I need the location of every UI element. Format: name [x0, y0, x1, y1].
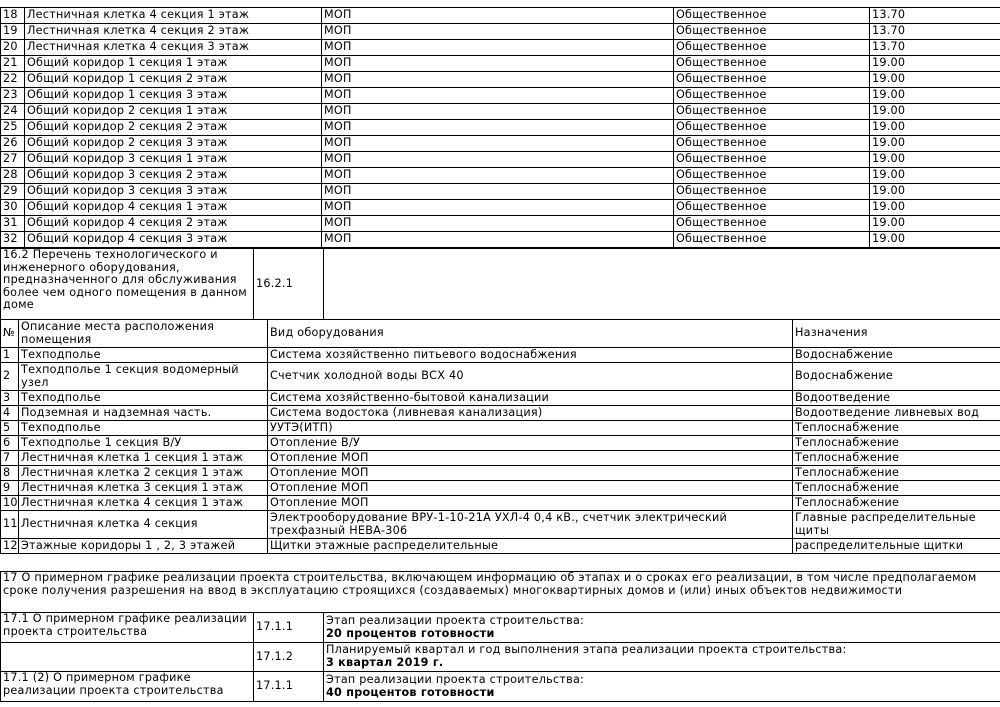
- section-17: [0, 571, 1000, 613]
- equipment-header-purpose: Назначения: [793, 320, 1000, 348]
- room-row: [1, 136, 1000, 152]
- room-num: 30: [1, 200, 25, 216]
- equipment-row: [1, 539, 1000, 554]
- equipment-num: 11: [1, 511, 19, 539]
- schedule-a-stage-value: 20 процентов готовности: [326, 626, 495, 640]
- room-name: Общий коридор 1 секция 3 этаж: [25, 88, 322, 104]
- room-name: Общий коридор 4 секция 1 этаж: [25, 200, 322, 216]
- equipment-kind: Отопление В/У: [268, 436, 793, 451]
- room-use: Общественное: [674, 200, 870, 216]
- room-row: [1, 72, 1000, 88]
- equipment-kind: Счетчик холодной воды ВСХ 40: [268, 363, 793, 391]
- room-name: Общий коридор 2 секция 1 этаж: [25, 104, 322, 120]
- room-use: Общественное: [674, 88, 870, 104]
- schedule-b-stage-text: Этап реализации проекта строительства:: [326, 672, 585, 686]
- room-row: [1, 88, 1000, 104]
- room-row: [1, 184, 1000, 200]
- room-type: МОП: [322, 24, 674, 40]
- section-16-2-code: 16.2.1: [254, 249, 324, 320]
- room-area: 19.00: [870, 104, 1000, 120]
- room-type: МОП: [322, 120, 674, 136]
- room-row: [1, 120, 1000, 136]
- schedule-a-code2: 17.1.2: [254, 643, 324, 672]
- room-area: 13.70: [870, 40, 1000, 56]
- schedule-a-stage: [324, 613, 1000, 643]
- equipment-place: Подземная и надземная часть.: [19, 406, 268, 421]
- room-row: [1, 200, 1000, 216]
- rooms-table: [0, 7, 1000, 248]
- room-num: 32: [1, 232, 25, 248]
- room-row: [1, 232, 1000, 248]
- equipment-place: Техподполье: [19, 421, 268, 436]
- equipment-num: 9: [1, 481, 19, 496]
- room-area: 19.00: [870, 152, 1000, 168]
- equipment-kind: Отопление МОП: [268, 466, 793, 481]
- room-type: МОП: [322, 168, 674, 184]
- room-num: 19: [1, 24, 25, 40]
- schedule-table: [0, 612, 1000, 702]
- room-row: [1, 24, 1000, 40]
- schedule-a-blank: [1, 643, 254, 672]
- equipment-kind: Система водостока (ливневая канализация): [268, 406, 793, 421]
- equipment-place: Этажные коридоры 1 , 2, 3 этажей: [19, 539, 268, 554]
- equipment-purpose: Водоснабжение: [793, 363, 1000, 391]
- equipment-place: Лестничная клетка 3 секция 1 этаж: [19, 481, 268, 496]
- section-16-2-label: 16.2 Перечень технологического и инженерного оборудования, предназначенного для обслуживания более чем одного помещения в данном доме: [1, 249, 254, 320]
- equipment-num: 2: [1, 363, 19, 391]
- room-name: Общий коридор 3 секция 1 этаж: [25, 152, 322, 168]
- equipment-kind: Система хозяйственно-бытовой канализации: [268, 391, 793, 406]
- schedule-a-quarter-value: 3 квартал 2019 г.: [326, 656, 444, 669]
- room-num: 22: [1, 72, 25, 88]
- equipment-place: Лестничная клетка 4 секция: [19, 511, 268, 539]
- equipment-purpose: Теплоснабжение: [793, 436, 1000, 451]
- equipment-num: 8: [1, 466, 19, 481]
- section-17-heading: 17 О примерном графике реализации проекта строительства, включающем информацию об этапах и о сроках его реализации, в том числе предполагаемом сроке получения разрешения на ввод в эксплуатацию строящихся (создаваемых) многоквартирных домов и (или) иных объектов недвижимости: [1, 572, 1000, 613]
- room-num: 28: [1, 168, 25, 184]
- schedule-a-label: 17.1 О примерном графике реализации проекта строительства: [1, 613, 254, 643]
- room-type: МОП: [322, 136, 674, 152]
- room-row: [1, 8, 1000, 24]
- room-type: МОП: [322, 184, 674, 200]
- room-name: Лестничная клетка 4 секция 3 этаж: [25, 40, 322, 56]
- room-use: Общественное: [674, 104, 870, 120]
- room-type: МОП: [322, 56, 674, 72]
- equipment-row: [1, 496, 1000, 511]
- equipment-row: [1, 348, 1000, 363]
- equipment-purpose: распределительные щитки: [793, 539, 1000, 554]
- equipment-num: 7: [1, 451, 19, 466]
- equipment-purpose: Водоотведение: [793, 391, 1000, 406]
- room-use: Общественное: [674, 56, 870, 72]
- equipment-row: [1, 363, 1000, 391]
- room-use: Общественное: [674, 152, 870, 168]
- room-row: [1, 40, 1000, 56]
- room-num: 31: [1, 216, 25, 232]
- equipment-kind: Отопление МОП: [268, 496, 793, 511]
- room-use: Общественное: [674, 40, 870, 56]
- room-use: Общественное: [674, 136, 870, 152]
- equipment-row: [1, 406, 1000, 421]
- equipment-num: 5: [1, 421, 19, 436]
- room-num: 20: [1, 40, 25, 56]
- room-type: МОП: [322, 152, 674, 168]
- section-16-2: [0, 248, 1000, 320]
- room-name: Общий коридор 3 секция 3 этаж: [25, 184, 322, 200]
- equipment-num: 6: [1, 436, 19, 451]
- equipment-place: Техподполье 1 секция водомерный узел: [19, 363, 268, 391]
- equipment-place: Лестничная клетка 2 секция 1 этаж: [19, 466, 268, 481]
- room-area: 19.00: [870, 136, 1000, 152]
- schedule-b-code1: 17.1.1: [254, 672, 324, 702]
- equipment-num: 3: [1, 391, 19, 406]
- room-name: Общий коридор 2 секция 2 этаж: [25, 120, 322, 136]
- equipment-header-kind: Вид оборудования: [268, 320, 793, 348]
- equipment-place: Техподполье 1 секция В/У: [19, 436, 268, 451]
- equipment-kind: Отопление МОП: [268, 451, 793, 466]
- room-num: 18: [1, 8, 25, 24]
- equipment-num: 4: [1, 406, 19, 421]
- equipment-kind: Щитки этажные распределительные: [268, 539, 793, 554]
- equipment-row: [1, 466, 1000, 481]
- room-num: 21: [1, 56, 25, 72]
- room-name: Лестничная клетка 4 секция 2 этаж: [25, 24, 322, 40]
- room-name: Общий коридор 1 секция 1 этаж: [25, 56, 322, 72]
- room-use: Общественное: [674, 168, 870, 184]
- equipment-purpose: Теплоснабжение: [793, 421, 1000, 436]
- section-16-2-value: [324, 249, 1000, 320]
- room-type: МОП: [322, 216, 674, 232]
- equipment-place: Лестничная клетка 1 секция 1 этаж: [19, 451, 268, 466]
- equipment-place: Техподполье: [19, 391, 268, 406]
- room-row: [1, 216, 1000, 232]
- equipment-place: Техподполье: [19, 348, 268, 363]
- equipment-purpose: Водоснабжение: [793, 348, 1000, 363]
- schedule-b-stage: [324, 672, 1000, 702]
- room-num: 25: [1, 120, 25, 136]
- room-area: 19.00: [870, 120, 1000, 136]
- schedule-a-code1: 17.1.1: [254, 613, 324, 643]
- room-row: [1, 168, 1000, 184]
- equipment-table: [0, 319, 1000, 554]
- equipment-kind: Система хозяйственно питьевого водоснабжения: [268, 348, 793, 363]
- room-use: Общественное: [674, 8, 870, 24]
- equipment-num: 1: [1, 348, 19, 363]
- equipment-row: [1, 421, 1000, 436]
- room-type: МОП: [322, 72, 674, 88]
- room-type: МОП: [322, 232, 674, 248]
- room-use: Общественное: [674, 216, 870, 232]
- equipment-purpose: Теплоснабжение: [793, 451, 1000, 466]
- equipment-place: Лестничная клетка 4 секция 1 этаж: [19, 496, 268, 511]
- room-type: МОП: [322, 40, 674, 56]
- room-area: 19.00: [870, 72, 1000, 88]
- room-num: 23: [1, 88, 25, 104]
- room-area: 19.00: [870, 200, 1000, 216]
- room-num: 24: [1, 104, 25, 120]
- equipment-purpose: Главные распределительные щиты: [793, 511, 1000, 539]
- room-area: 19.00: [870, 56, 1000, 72]
- equipment-purpose: Теплоснабжение: [793, 481, 1000, 496]
- equipment-kind: Отопление МОП: [268, 481, 793, 496]
- schedule-a-quarter-text: Планируемый квартал и год выполнения этапа реализации проекта строительства:: [326, 643, 847, 657]
- equipment-row: [1, 391, 1000, 406]
- room-use: Общественное: [674, 232, 870, 248]
- room-num: 27: [1, 152, 25, 168]
- equipment-purpose: Теплоснабжение: [793, 466, 1000, 481]
- room-num: 26: [1, 136, 25, 152]
- equipment-kind: УУТЭ(ИТП): [268, 421, 793, 436]
- room-type: МОП: [322, 200, 674, 216]
- equipment-purpose: Теплоснабжение: [793, 496, 1000, 511]
- room-name: Общий коридор 4 секция 3 этаж: [25, 232, 322, 248]
- room-name: Лестничная клетка 4 секция 1 этаж: [25, 8, 322, 24]
- room-type: МОП: [322, 8, 674, 24]
- room-name: Общий коридор 4 секция 2 этаж: [25, 216, 322, 232]
- room-row: [1, 56, 1000, 72]
- room-use: Общественное: [674, 72, 870, 88]
- equipment-header-place: Описание места расположения помещения: [19, 320, 268, 348]
- equipment-row: [1, 451, 1000, 466]
- room-area: 19.00: [870, 216, 1000, 232]
- schedule-a-stage-text: Этап реализации проекта строительства:: [326, 613, 585, 627]
- equipment-purpose: Водоотведение ливневых вод: [793, 406, 1000, 421]
- room-name: Общий коридор 3 секция 2 этаж: [25, 168, 322, 184]
- room-use: Общественное: [674, 24, 870, 40]
- room-row: [1, 104, 1000, 120]
- room-use: Общественное: [674, 120, 870, 136]
- room-name: Общий коридор 2 секция 3 этаж: [25, 136, 322, 152]
- room-area: 19.00: [870, 88, 1000, 104]
- room-area: 13.70: [870, 8, 1000, 24]
- equipment-header-num: №: [1, 320, 19, 348]
- schedule-a-quarter: [324, 643, 1000, 672]
- schedule-b-label: 17.1 (2) О примерном графике реализации проекта строительства: [1, 672, 254, 702]
- room-area: 19.00: [870, 184, 1000, 200]
- room-area: 19.00: [870, 168, 1000, 184]
- room-num: 29: [1, 184, 25, 200]
- room-type: МОП: [322, 104, 674, 120]
- equipment-num: 12: [1, 539, 19, 554]
- schedule-b-stage-value: 40 процентов готовности: [326, 685, 495, 699]
- room-area: 19.00: [870, 232, 1000, 248]
- equipment-row: [1, 481, 1000, 496]
- room-use: Общественное: [674, 184, 870, 200]
- equipment-kind: Электрооборудование ВРУ-1-10-21А УХЛ-4 0,4 кВ., счетчик электрический трехфазный НЕВА-306: [268, 511, 793, 539]
- room-area: 13.70: [870, 24, 1000, 40]
- equipment-row: [1, 511, 1000, 539]
- equipment-row: [1, 436, 1000, 451]
- equipment-num: 10: [1, 496, 19, 511]
- room-name: Общий коридор 1 секция 2 этаж: [25, 72, 322, 88]
- room-type: МОП: [322, 88, 674, 104]
- room-row: [1, 152, 1000, 168]
